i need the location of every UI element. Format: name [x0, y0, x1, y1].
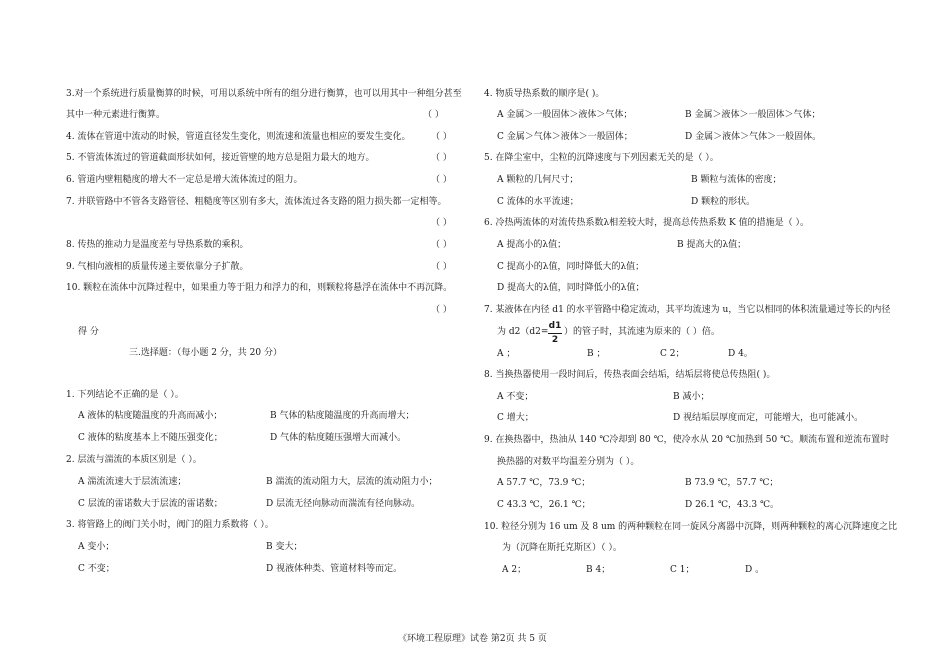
mc-9-stem-line1: 9. 在换热器中，热油从 140 ℃冷却到 80 ℃，使冷水从 20 ℃加热到 50 ℃。顺流布置和逆流布置时: [484, 435, 890, 445]
tf-item-5: 5. 不管流体流过的管道截面形状如何，接近管壁的地方总是阻力最大的地方。: [66, 153, 375, 163]
mc-4-option-c: C 金属＞气体＞液体＞一般固体；: [497, 132, 633, 142]
tf-item-3-line2: 其中一种元素进行衡算。: [66, 110, 166, 120]
mc-1-option-c: C 液体的粘度基本上不随压强变化；: [78, 433, 223, 443]
mc-10-option-d: D 。: [745, 565, 765, 575]
mc-1-option-d: D 气体的粘度随压强增大而减小。: [270, 433, 407, 443]
mc-3-option-b: B 变大；: [266, 542, 303, 552]
mc-6-option-d: D 提高大的λ值，同时降低小的λ值；: [497, 283, 645, 293]
tf-item-8-paren: （ ）: [431, 240, 452, 250]
mc-8-option-c: C 增大；: [497, 413, 534, 423]
mc-7-option-a: A ；: [497, 349, 516, 359]
mc-2-stem: 2. 层流与湍流的本质区别是（ ）。: [66, 455, 202, 465]
mc-5-option-d: D 颗粒的形状。: [691, 197, 756, 207]
mc-2-option-c: C 层流的雷诺数大于层流的雷诺数；: [78, 499, 223, 509]
tf-item-4: 4. 流体在管道中流动的时候，管道直径发生变化，则流速和流量也相应的要发生变化。: [66, 132, 411, 142]
tf-item-10-line1: 10. 颗粒在流体中沉降过程中，如果重力等于阻力和浮力的和，则颗粒将悬浮在流体中不再沉降。: [66, 283, 453, 293]
mc-3-option-a: A 变小；: [78, 542, 115, 552]
page-footer: 《环境工程原理》试卷 第2页 共 5 页: [398, 634, 547, 644]
mc-8-option-b: B 减小；: [673, 392, 710, 402]
mc-7-fraction: [548, 321, 562, 347]
mc-6-option-a: A 提高小的λ值；: [497, 240, 567, 250]
mc-8-option-a: A 不变；: [497, 392, 534, 402]
mc-2-option-d: D 层流无径向脉动而湍流有径向脉动。: [266, 499, 421, 509]
mc-7-stem-line1: 7. 某液体在内径 d1 的水平管路中稳定流动，其平均流速为 u，当它以相同的体积流量通过等长的内径: [484, 305, 891, 315]
tf-item-6-paren: （ ）: [431, 175, 452, 185]
mc-5-option-c: C 流体的水平流速；: [497, 197, 579, 207]
fraction-denominator: 2: [551, 335, 559, 345]
mc-10-option-b: B 4；: [586, 565, 611, 575]
tf-item-10-paren: （ ）: [431, 305, 452, 315]
mc-6-stem: 6. 冷热两流体的对流传热系数λ相差较大时，提高总传热系数 K 值的措施是（ ）。: [484, 218, 809, 228]
mc-5-stem: 5. 在降尘室中，尘粒的沉降速度与下列因素无关的是（ ）。: [484, 153, 719, 163]
mc-1-option-b: B 气体的粘度随温度的升高而增大；: [270, 411, 415, 421]
tf-item-4-paren: （ ）: [431, 132, 452, 142]
mc-10-option-a: A 2；: [502, 565, 527, 575]
mc-3-stem: 3. 将管路上的阀门关小时，阀门的阻力系数将（ ）。: [66, 520, 274, 530]
mc-3-option-d: D 视液体种类、管道材料等而定。: [266, 564, 403, 574]
fraction-numerator: d1: [548, 321, 562, 331]
mc-5-option-b: B 颗粒与流体的密度；: [691, 175, 782, 185]
mc-10-option-c: C 1；: [670, 565, 695, 575]
mc-9-stem-line2: 换热器的对数平均温差分别为（ ）。: [497, 457, 640, 467]
mc-10-stem-line1: 10. 粒径分别为 16 um 及 8 um 的两种颗粒在同一旋风分离器中沉降，则两种颗粒的离心沉降速度之比: [484, 522, 898, 532]
mc-6-option-b: B 提高大的λ值；: [677, 240, 747, 250]
mc-9-option-d: D 26.1 ℃，43.3 ℃。: [685, 500, 780, 510]
mc-6-option-c: C 提高小的λ值，同时降低大的λ值；: [497, 262, 645, 272]
mc-4-stem: 4. 物质导热系数的顺序是( )。: [484, 89, 605, 99]
mc-3-option-c: C 不变；: [78, 564, 115, 574]
mc-10-stem-line2: 为（沉降在斯托克斯区）（ ）。: [502, 543, 622, 553]
mc-7-stem-line2-post: ）的管子时，其流速为原来的（ ）倍。: [564, 327, 720, 337]
mc-1-option-a: A 液体的粘度随温度的升高而减小；: [78, 411, 223, 421]
tf-item-9-paren: （ ）: [431, 262, 452, 272]
mc-2-option-a: A 湍流流速大于层流流速；: [78, 477, 187, 487]
tf-item-3-paren: （ ）: [423, 110, 444, 120]
mc-7-option-b: B ；: [587, 349, 606, 359]
mc-9-option-b: B 73.9 ℃，57.7 ℃；: [685, 478, 779, 488]
section-3-title: 三.选择题：（每小题 2 分，共 20 分）: [129, 348, 282, 358]
mc-9-option-c: C 43.3 ℃，26.1 ℃；: [497, 500, 591, 510]
mc-5-option-a: A 颗粒的几何尺寸；: [497, 175, 579, 185]
mc-7-option-d: D 4。: [728, 349, 753, 359]
mc-4-option-a: A 金属＞一般固体＞液体＞气体；: [497, 110, 633, 120]
mc-7-stem-line2-pre: 为 d2（d2=: [497, 327, 549, 337]
tf-item-6: 6. 管道内壁粗糙度的增大不一定总是增大流体流过的阻力。: [66, 175, 303, 185]
mc-4-option-b: B 金属＞液体＞一般固体＞气体；: [685, 110, 821, 120]
tf-item-8: 8. 传热的推动力是温度差与导热系数的乘积。: [66, 240, 249, 250]
tf-item-3-line1: 3.对一个系统进行质量衡算的时候，可用以系统中所有的组分进行衡算，也可以用其中一种组分甚至: [66, 89, 462, 99]
tf-item-7-paren: （ ）: [431, 218, 452, 228]
mc-7-option-c: C 2；: [660, 349, 685, 359]
mc-1-stem: 1. 下列结论不正确的是（ ）。: [66, 390, 184, 400]
score-label: 得 分: [78, 327, 99, 337]
tf-item-9: 9. 气相向液相的质量传递主要依靠分子扩散。: [66, 262, 249, 272]
tf-item-7-line1: 7. 并联管路中不管各支路管径、粗糙度等区别有多大，流体流过各支路的阻力损失都一定相等。: [66, 197, 447, 207]
mc-8-option-d: D 视结垢层厚度而定，可能增大，也可能减小。: [673, 413, 864, 423]
mc-4-option-d: D 金属＞液体＞气体＞一般固体。: [685, 132, 822, 142]
mc-9-option-a: A 57.7 ℃，73.9 ℃；: [497, 478, 591, 488]
tf-item-5-paren: （ ）: [431, 153, 452, 163]
mc-8-stem: 8. 当换热器使用一段时间后，传热表面会结垢，结垢层将使总传热阻( )。: [484, 370, 776, 380]
fraction-bar: [548, 333, 562, 334]
mc-2-option-b: B 湍流的流动阻力大，层流的流动阻力小；: [266, 477, 438, 487]
